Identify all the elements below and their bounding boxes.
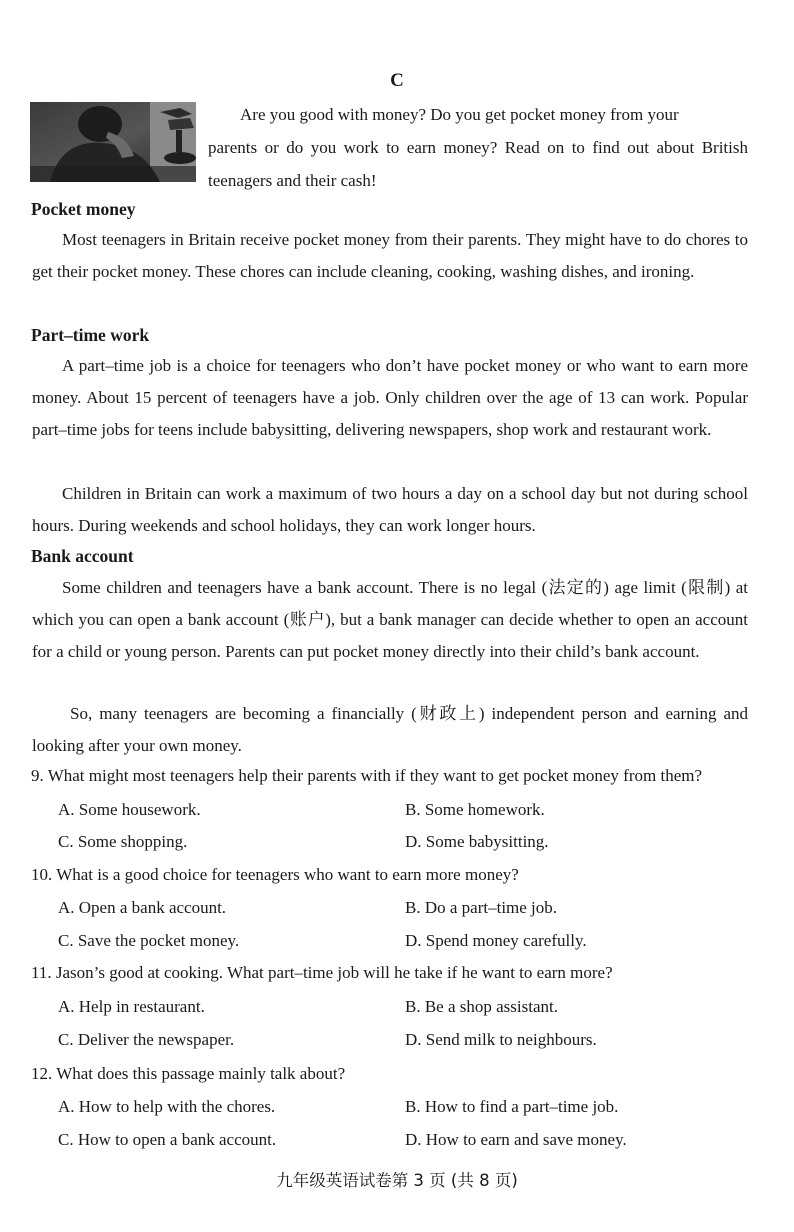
q9-option-a[interactable]: A. Some housework. [58, 800, 201, 819]
q10-option-d[interactable]: D. Spend money carefully. [405, 931, 587, 950]
intro-rest: parents or do you work to earn money? Read on to find out about British teenagers and their cash! [208, 138, 748, 190]
intro-line-1: Are you good with money? Do you get pocket money from your [240, 105, 679, 124]
intro-text [208, 98, 748, 197]
q9-option-d[interactable]: D. Some babysitting. [405, 832, 549, 851]
q12-option-c[interactable]: C. How to open a bank account. [58, 1130, 277, 1149]
section-letter: C [390, 70, 404, 91]
paragraph-part-time-2: Children in Britain can work a maximum of two hours a day on a school day but not during school hours. During weekends and school holidays, they can work longer hours. [32, 484, 748, 535]
q9-option-c[interactable]: C. Some shopping. [58, 832, 188, 851]
q10-option-c[interactable]: C. Save the pocket money. [58, 931, 240, 950]
passage-photo [30, 102, 196, 182]
paragraph-bank-1: Some children and teenagers have a bank account. There is no legal (法定的) age limit (限制) at which you can open a bank account (账户), but a bank manager can decide whether to open an account for a child or young person. Parents can put pocket money directly into their child’s bank account. [32, 578, 748, 661]
question-12: 12. What does this passage mainly talk about? [31, 1064, 346, 1083]
q12-option-a[interactable]: A. How to help with the chores. [58, 1097, 276, 1116]
q11-option-a[interactable]: A. Help in restaurant. [58, 997, 205, 1016]
q10-option-b[interactable]: B. Do a part–time job. [405, 898, 558, 917]
paragraph-pocket-money: Most teenagers in Britain receive pocket money from their parents. They might have to do chores to get their pocket money. These chores can include cleaning, cooking, washing dishes, and ironing. [32, 230, 748, 281]
heading-bank-account: Bank account [31, 546, 134, 566]
q12-option-b[interactable]: B. How to find a part–time job. [405, 1097, 619, 1116]
q12-option-d[interactable]: D. How to earn and save money. [405, 1130, 627, 1149]
heading-pocket-money: Pocket money [31, 199, 136, 219]
paragraph-bank-2: So, many teenagers are becoming a financially (财政上) independent person and earning and looking after your own money. [32, 704, 748, 755]
teen-with-money-photo [30, 102, 196, 182]
q11-option-d[interactable]: D. Send milk to neighbours. [405, 1030, 597, 1049]
question-9: 9. What might most teenagers help their parents with if they want to get pocket money from them? [31, 766, 703, 785]
question-11: 11. Jason’s good at cooking. What part–time job will he take if he want to earn more? [31, 963, 613, 982]
q11-option-c[interactable]: C. Deliver the newspaper. [58, 1030, 235, 1049]
q10-option-a[interactable]: A. Open a bank account. [58, 898, 227, 917]
q11-option-b[interactable]: B. Be a shop assistant. [405, 997, 558, 1016]
question-10: 10. What is a good choice for teenagers who want to earn more money? [31, 865, 519, 884]
q9-option-b[interactable]: B. Some homework. [405, 800, 545, 819]
heading-part-time-work: Part–time work [31, 325, 150, 345]
paragraph-part-time-1: A part–time job is a choice for teenagers who don’t have pocket money or who want to earn more money. About 15 percent of teenagers have a job. Only children over the age of 13 can work. Popular part–time jobs for teens include babysitting, delivering newspapers, shop work and restaurant work. [32, 356, 748, 439]
page-footer: 九年级英语试卷第 3 页 (共 8 页) [276, 1171, 518, 1190]
